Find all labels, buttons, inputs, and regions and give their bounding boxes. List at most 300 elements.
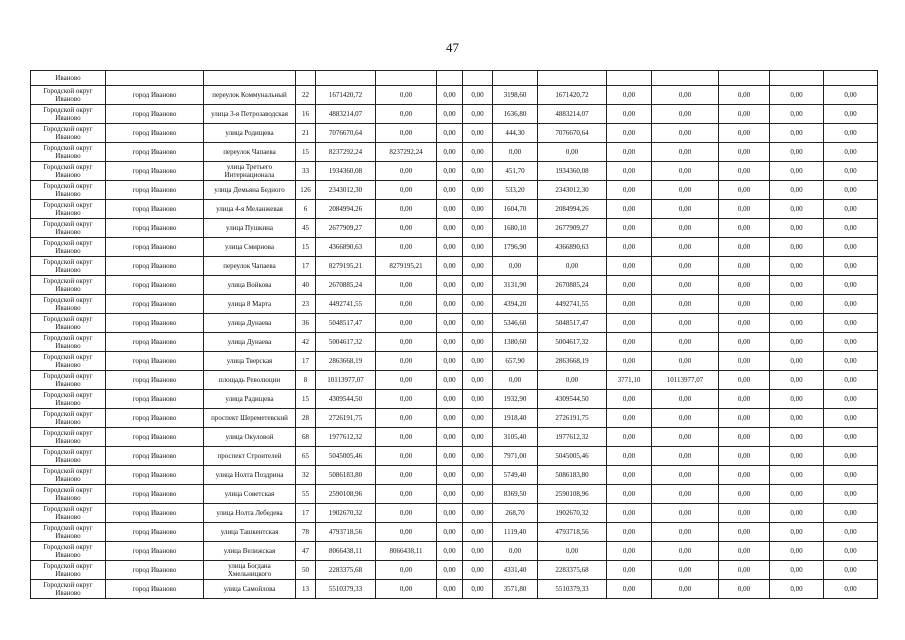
table-cell-c12: 0,00 xyxy=(652,295,719,314)
table-cell-c11: 0,00 xyxy=(607,428,652,447)
table-cell-c11: 3771,10 xyxy=(607,371,652,390)
table-cell-c8: 0,00 xyxy=(463,162,493,181)
table-cell-c8: 0,00 xyxy=(463,200,493,219)
table-cell-area: 1680,10 xyxy=(493,219,538,238)
table-cell-c7: 0,00 xyxy=(437,124,463,143)
table-cell-c8: 0,00 xyxy=(463,523,493,542)
table-cell-c14: 0,00 xyxy=(770,124,824,143)
table-cell-c15: 0,00 xyxy=(824,466,878,485)
table-row xyxy=(31,276,878,295)
table-cell-c7: 0,00 xyxy=(437,200,463,219)
table-cell-city: город Иваново xyxy=(106,485,204,504)
table-cell-c11: 0,00 xyxy=(607,333,652,352)
table-cell-total: 8279195,21 xyxy=(316,257,376,276)
table-cell-district: Городской округ Иваново xyxy=(31,485,106,504)
table-cell-c12: 0,00 xyxy=(652,523,719,542)
table-cell-house: 13 xyxy=(296,580,316,599)
table-cell-district: Городской округ Иваново xyxy=(31,257,106,276)
table-cell-c14: 0,00 xyxy=(770,580,824,599)
table-cell-total: 10113977,07 xyxy=(316,371,376,390)
table-cell-c11: 0,00 xyxy=(607,295,652,314)
table-cell-district: Городской округ Иваново xyxy=(31,333,106,352)
table-cell-city: город Иваново xyxy=(106,542,204,561)
table-cell-area: 657,90 xyxy=(493,352,538,371)
table-cell-house: 21 xyxy=(296,124,316,143)
table-cell-area: 3105,40 xyxy=(493,428,538,447)
table-cell-c11: 0,00 xyxy=(607,143,652,162)
table-cell-c8: 0,00 xyxy=(463,580,493,599)
table-cell-c10: 2677909,27 xyxy=(538,219,607,238)
table-cell-c10: 4492741,55 xyxy=(538,295,607,314)
table-cell-district: Городской округ Иваново xyxy=(31,542,106,561)
table-cell-c14: 0,00 xyxy=(770,504,824,523)
table-cell-c13: 0,00 xyxy=(719,580,770,599)
table-cell-area: 3571,80 xyxy=(493,580,538,599)
table-cell-c12: 0,00 xyxy=(652,162,719,181)
table-cell-district: Городской округ Иваново xyxy=(31,466,106,485)
table-cell-c8: 0,00 xyxy=(463,219,493,238)
table-cell-street: улица Третьего Интернационала xyxy=(204,162,296,181)
table-cell-street: улица Пушкина xyxy=(204,219,296,238)
table-cell-street: улица 4-я Меланжевая xyxy=(204,200,296,219)
table-cell-house: 40 xyxy=(296,276,316,295)
table-cell-c6: 0,00 xyxy=(376,238,437,257)
table-cell-c10: 0,00 xyxy=(538,257,607,276)
table-cell-area xyxy=(493,71,538,86)
table-cell-total: 5086183,80 xyxy=(316,466,376,485)
table-cell-c11: 0,00 xyxy=(607,580,652,599)
table-cell-c11: 0,00 xyxy=(607,105,652,124)
table-cell-c14: 0,00 xyxy=(770,523,824,542)
table-cell-c14: 0,00 xyxy=(770,542,824,561)
table-cell-c15: 0,00 xyxy=(824,390,878,409)
table-cell-c12: 0,00 xyxy=(652,352,719,371)
table-cell-district: Городской округ Иваново xyxy=(31,371,106,390)
table-cell-c12: 0,00 xyxy=(652,314,719,333)
table-cell-c14: 0,00 xyxy=(770,86,824,105)
table-cell-c8: 0,00 xyxy=(463,124,493,143)
table-cell-total: 1902670,32 xyxy=(316,504,376,523)
table-cell-c8: 0,00 xyxy=(463,542,493,561)
table-cell-c12: 10113977,07 xyxy=(652,371,719,390)
table-cell-district: Городской округ Иваново xyxy=(31,428,106,447)
table-cell-c10: 5086183,80 xyxy=(538,466,607,485)
table-cell-c7: 0,00 xyxy=(437,580,463,599)
table-cell-c13: 0,00 xyxy=(719,561,770,580)
table-cell-c11: 0,00 xyxy=(607,409,652,428)
table-cell-area: 0,00 xyxy=(493,542,538,561)
table-cell-c12: 0,00 xyxy=(652,143,719,162)
table-cell-city: город Иваново xyxy=(106,390,204,409)
table-row xyxy=(31,542,878,561)
table-cell-c6: 0,00 xyxy=(376,485,437,504)
table-cell-c6: 0,00 xyxy=(376,86,437,105)
table-cell-c6: 0,00 xyxy=(376,371,437,390)
table-cell-total: 2670885,24 xyxy=(316,276,376,295)
table-cell-c14: 0,00 xyxy=(770,428,824,447)
table-cell-c14: 0,00 xyxy=(770,276,824,295)
table-cell-c10: 2863668,19 xyxy=(538,352,607,371)
table-cell-c14: 0,00 xyxy=(770,295,824,314)
table-cell-street: улица Дунаева xyxy=(204,314,296,333)
table-cell-c13: 0,00 xyxy=(719,428,770,447)
table-cell-c7: 0,00 xyxy=(437,561,463,580)
table-cell-c7: 0,00 xyxy=(437,504,463,523)
table-cell-c6: 0,00 xyxy=(376,200,437,219)
table-cell-c12: 0,00 xyxy=(652,466,719,485)
table-cell-c13: 0,00 xyxy=(719,504,770,523)
table-cell-district: Городской округ Иваново xyxy=(31,238,106,257)
table-cell-c8: 0,00 xyxy=(463,409,493,428)
table-cell-c10: 2283375,68 xyxy=(538,561,607,580)
table-row xyxy=(31,257,878,276)
table-cell-c7: 0,00 xyxy=(437,219,463,238)
table-cell-district: Городской округ Иваново xyxy=(31,580,106,599)
table-cell-c6: 0,00 xyxy=(376,409,437,428)
table-cell-c14: 0,00 xyxy=(770,390,824,409)
table-cell-c11: 0,00 xyxy=(607,276,652,295)
table-cell-c10 xyxy=(538,71,607,86)
table-cell-c13: 0,00 xyxy=(719,390,770,409)
table-cell-c11: 0,00 xyxy=(607,523,652,542)
table-cell-c11: 0,00 xyxy=(607,219,652,238)
table-cell-total: 4492741,55 xyxy=(316,295,376,314)
table-cell-c7: 0,00 xyxy=(437,314,463,333)
table-cell-house: 8 xyxy=(296,371,316,390)
table-cell-c6: 0,00 xyxy=(376,561,437,580)
table-cell-city: город Иваново xyxy=(106,219,204,238)
table-cell-area: 1119,40 xyxy=(493,523,538,542)
table-cell-c10: 1934360,08 xyxy=(538,162,607,181)
table-cell-total: 5048517,47 xyxy=(316,314,376,333)
table-cell-district: Городской округ Иваново xyxy=(31,409,106,428)
table-cell-street: улица Демьяна Бедного xyxy=(204,181,296,200)
table-cell-c8: 0,00 xyxy=(463,86,493,105)
table-cell-c6: 0,00 xyxy=(376,181,437,200)
table-cell-c6: 0,00 xyxy=(376,219,437,238)
table-cell-house: 65 xyxy=(296,447,316,466)
table-cell-c15: 0,00 xyxy=(824,504,878,523)
table-cell-c15: 0,00 xyxy=(824,523,878,542)
table-cell-area: 5749,40 xyxy=(493,466,538,485)
table-cell-c6: 0,00 xyxy=(376,466,437,485)
table-row xyxy=(31,162,878,181)
table-cell-street: переулок Чапаева xyxy=(204,257,296,276)
table-cell-c13: 0,00 xyxy=(719,352,770,371)
table-cell-c15: 0,00 xyxy=(824,124,878,143)
table-cell-street: площадь Революции xyxy=(204,371,296,390)
table-cell-c8: 0,00 xyxy=(463,143,493,162)
table-cell-house: 47 xyxy=(296,542,316,561)
table-row xyxy=(31,523,878,542)
table-cell-street: улица Смирнова xyxy=(204,238,296,257)
table-cell-c15: 0,00 xyxy=(824,238,878,257)
table-row xyxy=(31,219,878,238)
table-cell-house: 6 xyxy=(296,200,316,219)
table-cell-c12: 0,00 xyxy=(652,428,719,447)
table-cell-c7: 0,00 xyxy=(437,371,463,390)
table-cell-c10: 2670885,24 xyxy=(538,276,607,295)
table-row xyxy=(31,200,878,219)
table-cell-c8: 0,00 xyxy=(463,390,493,409)
table-cell-c11 xyxy=(607,71,652,86)
table-cell-c6: 0,00 xyxy=(376,580,437,599)
table-cell-c13: 0,00 xyxy=(719,447,770,466)
table-cell-c13: 0,00 xyxy=(719,238,770,257)
table-cell-c15: 0,00 xyxy=(824,200,878,219)
table-cell-c14: 0,00 xyxy=(770,200,824,219)
table-cell-c14 xyxy=(770,71,824,86)
table-cell-c6: 0,00 xyxy=(376,390,437,409)
table-cell-district: Городской округ Иваново xyxy=(31,447,106,466)
table-cell-c14: 0,00 xyxy=(770,371,824,390)
table-cell-c15: 0,00 xyxy=(824,561,878,580)
table-cell-house: 126 xyxy=(296,181,316,200)
table-cell-c15: 0,00 xyxy=(824,181,878,200)
table-cell-house xyxy=(296,71,316,86)
table-cell-city xyxy=(106,71,204,86)
table-cell-c11: 0,00 xyxy=(607,466,652,485)
table-cell-c7: 0,00 xyxy=(437,447,463,466)
table-cell-c13: 0,00 xyxy=(719,257,770,276)
table-cell-c14: 0,00 xyxy=(770,143,824,162)
table-cell-city: город Иваново xyxy=(106,314,204,333)
table-cell-c15: 0,00 xyxy=(824,162,878,181)
table-cell-c12: 0,00 xyxy=(652,86,719,105)
table-cell-total: 7076670,64 xyxy=(316,124,376,143)
table-row xyxy=(31,352,878,371)
table-cell-c13: 0,00 xyxy=(719,105,770,124)
table-cell-district: Городской округ Иваново xyxy=(31,561,106,580)
table-cell-street: переулок Коммунальный xyxy=(204,86,296,105)
table-cell-c12: 0,00 xyxy=(652,219,719,238)
table-cell-street: улица Окуловой xyxy=(204,428,296,447)
table-cell-city: город Иваново xyxy=(106,162,204,181)
table-cell-c12: 0,00 xyxy=(652,561,719,580)
table-cell-house: 15 xyxy=(296,143,316,162)
table-cell-c12: 0,00 xyxy=(652,390,719,409)
table-cell-c7: 0,00 xyxy=(437,257,463,276)
data-table xyxy=(30,70,878,599)
table-cell-c6: 0,00 xyxy=(376,105,437,124)
table-cell-c12: 0,00 xyxy=(652,257,719,276)
table-cell-c10: 4883214,07 xyxy=(538,105,607,124)
table-cell-c12: 0,00 xyxy=(652,580,719,599)
table-cell-c14: 0,00 xyxy=(770,257,824,276)
table-cell-c6: 0,00 xyxy=(376,523,437,542)
table-cell-c15: 0,00 xyxy=(824,143,878,162)
table-cell-c15: 0,00 xyxy=(824,314,878,333)
table-cell-district: Городской округ Иваново xyxy=(31,219,106,238)
table-cell-c6: 0,00 xyxy=(376,504,437,523)
table-cell-c7: 0,00 xyxy=(437,181,463,200)
table-cell-house: 32 xyxy=(296,466,316,485)
table-cell-house: 17 xyxy=(296,352,316,371)
table-cell-district: Городской округ Иваново xyxy=(31,162,106,181)
table-cell-c13: 0,00 xyxy=(719,333,770,352)
table-cell-c11: 0,00 xyxy=(607,390,652,409)
table-cell-c13: 0,00 xyxy=(719,485,770,504)
table-cell-c8: 0,00 xyxy=(463,485,493,504)
table-cell-total: 4793718,56 xyxy=(316,523,376,542)
table-row xyxy=(31,143,878,162)
table-cell-house: 42 xyxy=(296,333,316,352)
table-cell-c13: 0,00 xyxy=(719,295,770,314)
table-cell-c6: 0,00 xyxy=(376,447,437,466)
table-cell-c15: 0,00 xyxy=(824,580,878,599)
table-row xyxy=(31,466,878,485)
table-cell-c8: 0,00 xyxy=(463,181,493,200)
table-cell-c14: 0,00 xyxy=(770,105,824,124)
table-cell-street: улица Велижская xyxy=(204,542,296,561)
table-cell-street: улица Ташкентская xyxy=(204,523,296,542)
table-cell-total: 2084994,26 xyxy=(316,200,376,219)
table-cell-district: Городской округ Иваново xyxy=(31,200,106,219)
table-cell-area: 1918,40 xyxy=(493,409,538,428)
table-cell-c11: 0,00 xyxy=(607,238,652,257)
table-cell-c15: 0,00 xyxy=(824,257,878,276)
table-cell-area: 4394,20 xyxy=(493,295,538,314)
table-cell-c12 xyxy=(652,71,719,86)
table-cell-area: 451,70 xyxy=(493,162,538,181)
table-cell-district: Городской округ Иваново xyxy=(31,295,106,314)
table-cell-street: проспект Строителей xyxy=(204,447,296,466)
table-cell-c6: 0,00 xyxy=(376,333,437,352)
table-cell-c6: 8066438,11 xyxy=(376,542,437,561)
table-cell-house: 33 xyxy=(296,162,316,181)
table-cell-c14: 0,00 xyxy=(770,466,824,485)
table-cell-c11: 0,00 xyxy=(607,314,652,333)
table-cell-c7: 0,00 xyxy=(437,295,463,314)
table-cell-city: город Иваново xyxy=(106,580,204,599)
table-cell-c14: 0,00 xyxy=(770,409,824,428)
table-cell-house: 50 xyxy=(296,561,316,580)
table-cell-c10: 4309544,50 xyxy=(538,390,607,409)
table-cell-c11: 0,00 xyxy=(607,181,652,200)
table-cell-c13: 0,00 xyxy=(719,200,770,219)
table-cell-c11: 0,00 xyxy=(607,200,652,219)
table-cell-district: Городской округ Иваново xyxy=(31,86,106,105)
table-cell-street: улица 3-я Петрозаводская xyxy=(204,105,296,124)
table-cell-area: 1636,80 xyxy=(493,105,538,124)
table-cell-c13: 0,00 xyxy=(719,409,770,428)
table-cell-c12: 0,00 xyxy=(652,542,719,561)
table-cell-c7: 0,00 xyxy=(437,485,463,504)
table-cell-c12: 0,00 xyxy=(652,333,719,352)
table-cell-total: 1977612,32 xyxy=(316,428,376,447)
table-cell-c12: 0,00 xyxy=(652,447,719,466)
table-cell-c7: 0,00 xyxy=(437,105,463,124)
table-row xyxy=(31,371,878,390)
table-cell-c8: 0,00 xyxy=(463,276,493,295)
table-cell-c12: 0,00 xyxy=(652,238,719,257)
table-cell-c10: 2726191,75 xyxy=(538,409,607,428)
table-row xyxy=(31,428,878,447)
table-cell-c10: 1977612,32 xyxy=(538,428,607,447)
table-cell-area: 5346,60 xyxy=(493,314,538,333)
table-cell-c12: 0,00 xyxy=(652,200,719,219)
table-cell-c7: 0,00 xyxy=(437,409,463,428)
table-cell-district: Городской округ Иваново xyxy=(31,314,106,333)
table-cell-district: Городской округ Иваново xyxy=(31,504,106,523)
table-cell-c11: 0,00 xyxy=(607,86,652,105)
table-cell-c6 xyxy=(376,71,437,86)
table-cell-area: 1932,90 xyxy=(493,390,538,409)
table-cell-c10: 4366890,63 xyxy=(538,238,607,257)
table-cell-area: 7971,00 xyxy=(493,447,538,466)
table-cell-c14: 0,00 xyxy=(770,181,824,200)
table-cell-c8: 0,00 xyxy=(463,352,493,371)
table-cell-city: город Иваново xyxy=(106,181,204,200)
table-cell-street: переулок Чапаева xyxy=(204,143,296,162)
table-cell-street: улица Дунаева xyxy=(204,333,296,352)
table-row xyxy=(31,181,878,200)
table-cell-c15: 0,00 xyxy=(824,447,878,466)
table-cell-c12: 0,00 xyxy=(652,409,719,428)
table-cell-c15: 0,00 xyxy=(824,333,878,352)
table-cell-c10: 7076670,64 xyxy=(538,124,607,143)
table-cell-city: город Иваново xyxy=(106,295,204,314)
table-cell-c11: 0,00 xyxy=(607,447,652,466)
table-cell-area: 1604,70 xyxy=(493,200,538,219)
table-cell-house: 55 xyxy=(296,485,316,504)
table-cell-c6: 8279195,21 xyxy=(376,257,437,276)
table-cell-c15: 0,00 xyxy=(824,295,878,314)
table-cell-street: проспект Шереметевский xyxy=(204,409,296,428)
table-row xyxy=(31,333,878,352)
table-cell-c6: 8237292,24 xyxy=(376,143,437,162)
table-cell-city: город Иваново xyxy=(106,371,204,390)
table-cell-house: 36 xyxy=(296,314,316,333)
table-cell-city: город Иваново xyxy=(106,428,204,447)
table-cell-area: 3131,90 xyxy=(493,276,538,295)
table-cell-city: город Иваново xyxy=(106,143,204,162)
table-cell-street: улица Нолта Поздрина xyxy=(204,466,296,485)
table-cell-c8: 0,00 xyxy=(463,561,493,580)
table-cell-total: 1671420,72 xyxy=(316,86,376,105)
table-cell-c7: 0,00 xyxy=(437,238,463,257)
table-cell-city: город Иваново xyxy=(106,124,204,143)
table-cell-c10: 2084994,26 xyxy=(538,200,607,219)
table-row xyxy=(31,105,878,124)
table-cell-c10: 1671420,72 xyxy=(538,86,607,105)
table-cell-city: город Иваново xyxy=(106,257,204,276)
table-cell-area: 533,20 xyxy=(493,181,538,200)
table-cell-street: улица 8 Марта xyxy=(204,295,296,314)
table-cell-c11: 0,00 xyxy=(607,162,652,181)
table-cell-c8: 0,00 xyxy=(463,466,493,485)
table-cell-c6: 0,00 xyxy=(376,352,437,371)
table-cell-total: 8237292,24 xyxy=(316,143,376,162)
table-cell-c13: 0,00 xyxy=(719,542,770,561)
table-cell-c8: 0,00 xyxy=(463,447,493,466)
table-cell-total: 2677909,27 xyxy=(316,219,376,238)
table-cell-c8: 0,00 xyxy=(463,105,493,124)
table-cell-total: 2863668,19 xyxy=(316,352,376,371)
table-cell-c8: 0,00 xyxy=(463,504,493,523)
table-cell-house: 17 xyxy=(296,504,316,523)
table-cell-c8: 0,00 xyxy=(463,428,493,447)
table-cell-total: 4366890,63 xyxy=(316,238,376,257)
table-cell-c10: 0,00 xyxy=(538,371,607,390)
table-cell-city: город Иваново xyxy=(106,276,204,295)
table-cell-c15: 0,00 xyxy=(824,371,878,390)
table-cell-c15: 0,00 xyxy=(824,219,878,238)
table-cell-city: город Иваново xyxy=(106,409,204,428)
table-cell-c7: 0,00 xyxy=(437,428,463,447)
table-row xyxy=(31,580,878,599)
table-cell-c8: 0,00 xyxy=(463,314,493,333)
